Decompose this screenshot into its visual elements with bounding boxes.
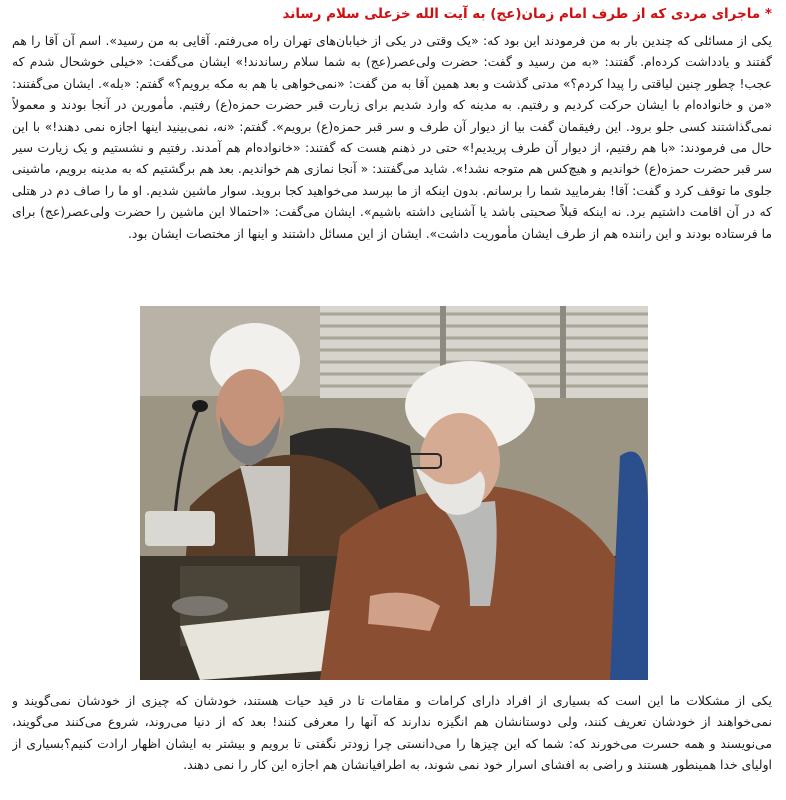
photo-illustration (140, 306, 648, 680)
article-paragraph-2: یکی از مشکلات ما این است که بسیاری از افراد دارای کرامات و مقامات تا در قید حیات هستند، خودشان که چیزی از خودشان نمی‌گویند و نمی‌خواهند از خودشان تعریف کنند، ولی دوستانشان هم انگیزه ندارند که آنها را معرفی کنند! بعد که از دنیا می‌روند، شروع می‌کنند می‌گویند، می‌نویسند و همه حسرت می‌خورند که: شما که این چیزها را می‌دانستی چرا زودتر نگفتی تا برویم و بیشتر به ایشان اظهار ارادت کنیم؟بسیاری از اولیای خدا همینطور هستند و راضی به افشای اسرار خود نمی شوند، به اطرافیانشان هم اجازه این کار را نمی دهند. (12, 693, 772, 773)
article-paragraph-1: یکی از مسائلی که چندین بار به من فرمودند این بود که: «یک وقتی در یکی از خیابان‌های تهران راه می‌رفتم. آقایی به من رسید». اسم آن آقا را هم گفتند و یادداشت کرده‌ام. گفتند: «به من رسید و گفت: حضرت ولی‌عصر(عج) به شما سلام رساندند!» ایشان می‌گفت: «خیلی خوشحال شدم که عجب! چطور چنین لیاقتی را پیدا کردم؟» مدتی گذشت و بعد همین آقا به من گفت: «نمی‌خواهی با هم به مکه برویم؟» گفتم: «بله». ایشان می‌گفتند: «من و خانواده‌ام با ایشان حرکت کردیم و رفتیم. به مدینه که وارد شدیم برای زیارت قبر حضرت حمزه(ع) رفتیم. مأمورین در آنجا بودند و معمولاً نمی‌گذاشتند کسی جلو برود. این رفیقمان گفت بیا از دیوار آن طرف و سر قبر حمزه(ع) برویم». گفتم: «نه، نمی‌بینید اینها اجازه نمی دهند!» با این حال می فرمودند: «با هم رفتیم، از دیوار آن طرف پریدیم!» حتی در ذهنم هست که گفتند: «خانواده‌ام هم آمدند. رفتیم و نشستیم و یک زیارت سیر سر قبر حضرت حمزه(ع) خواندیم و هیچ‌کس هم متوجه نشد!». شاید می‌گفتند: « آنجا نمازی هم خواندیم. بعد هم برگشتیم که به مدینه برویم، ماشینی جلوی ما توقف کرد و گفت: آقا! بفرمایید شما را برسانم. بدون اینکه از ما بپرسد می‌خواهید کجا بروید. سوار ماشین شدیم. او ما را صاف دم در هتلی که در آن اقامت داشتیم برد. نه اینکه قبلاً صحبتی باشد یا آشنایی داشته باشیم». ایشان می‌گفت: «احتمالا این ماشین را حضرت ولی‌عصر(عج) برای ما فرستاده بودند و این راننده هم از طرف ایشان مأموریت داشت». ایشان از این مسائل داشتند و اینها از مختصات ایشان بود. (12, 33, 772, 241)
article-photo (140, 306, 648, 680)
article-headline: * ماجرای مردی که از طرف امام زمان(عج) به آیت الله خزعلی سلام رساند (282, 6, 772, 22)
